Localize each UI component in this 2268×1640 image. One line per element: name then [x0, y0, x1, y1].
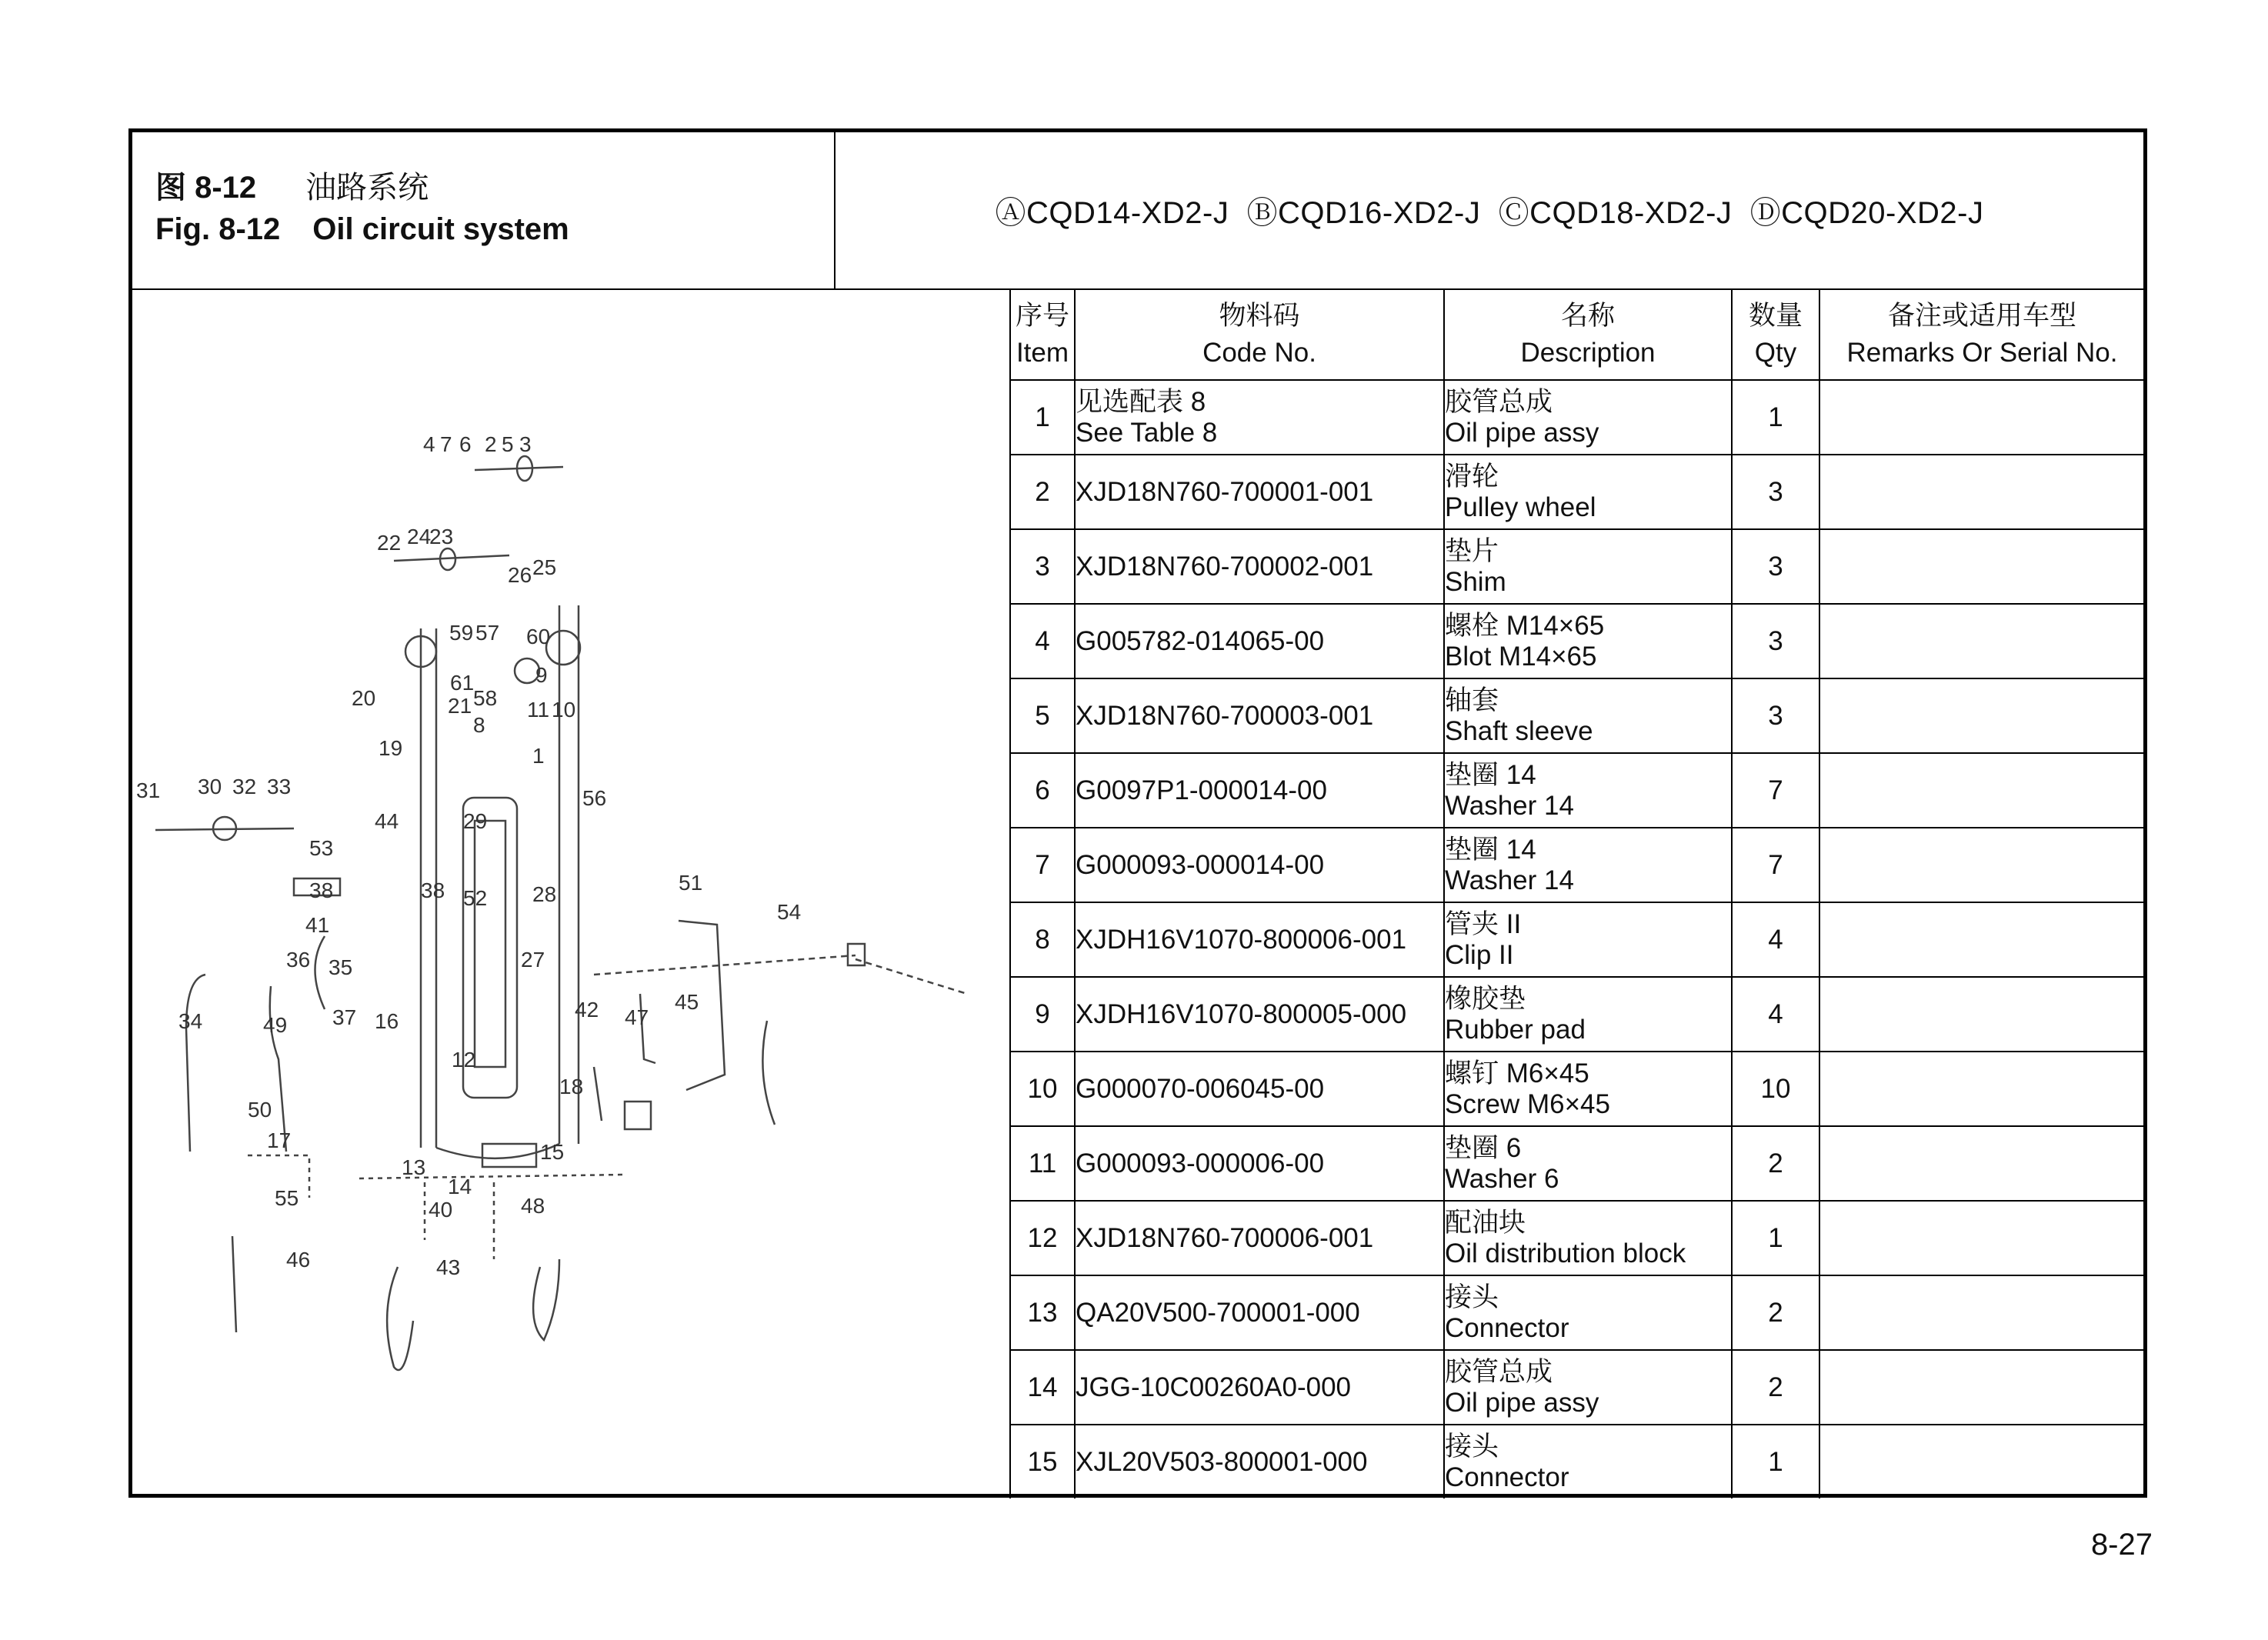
code-cell	[1075, 1126, 1444, 1201]
remarks-cell	[1819, 529, 2144, 604]
name-cn: 螺钉 M6×45	[1445, 1058, 1589, 1088]
qty-cell: 3	[1732, 604, 1819, 678]
qty-cell: 4	[1732, 902, 1819, 977]
name-cn: 接头	[1445, 1282, 1499, 1312]
en-title-line	[155, 212, 569, 247]
svg-text:11: 11	[527, 698, 550, 722]
name-cn: 垫圈 14	[1445, 834, 1536, 865]
svg-text:16: 16	[375, 1009, 399, 1033]
qty-cell: 1	[1732, 1201, 1819, 1275]
item-cell: 8	[1010, 902, 1075, 977]
code-cell	[1075, 1350, 1444, 1425]
item-cell: 2	[1010, 455, 1075, 529]
remarks-cell	[1819, 604, 2144, 678]
svg-text:6: 6	[459, 432, 472, 456]
name-en: Washer 14	[1445, 865, 1574, 895]
code: XJD18N760-700003-001	[1076, 700, 1374, 731]
svg-text:45: 45	[675, 990, 699, 1014]
code-cell	[1075, 753, 1444, 828]
svg-text:56: 56	[582, 786, 607, 810]
item-cell: 3	[1010, 529, 1075, 604]
col-item-header: 序号 Item	[1010, 290, 1075, 380]
svg-text:53: 53	[309, 836, 334, 860]
name-cn: 配油块	[1445, 1207, 1526, 1238]
remarks-cell	[1819, 678, 2144, 753]
table-row	[1010, 1201, 2144, 1275]
code-cell	[1075, 1275, 1444, 1350]
name-cn: 垫片	[1445, 535, 1499, 566]
table-body	[1010, 380, 2144, 1498]
item-cell: 1	[1010, 380, 1075, 455]
cn-title: 油路系统	[305, 171, 429, 205]
desc-cell	[1444, 380, 1732, 455]
name-cn: 垫圈 6	[1445, 1132, 1522, 1163]
table-row	[1010, 1275, 2144, 1350]
svg-text:3: 3	[519, 432, 532, 456]
col-code-header: 物料码 Code No.	[1075, 290, 1444, 380]
qty-cell: 4	[1732, 977, 1819, 1052]
qty-cell: 7	[1732, 828, 1819, 902]
code: G000070-006045-00	[1076, 1073, 1325, 1104]
name-cn: 轴套	[1445, 685, 1499, 715]
svg-text:55: 55	[275, 1186, 299, 1210]
name-en: Rubber pad	[1445, 1014, 1586, 1045]
item-cell: 14	[1010, 1350, 1075, 1425]
code: XJDH16V1070-800005-000	[1076, 998, 1407, 1029]
item-cell: 6	[1010, 753, 1075, 828]
name-cn: 胶管总成	[1445, 1356, 1553, 1387]
desc-cell	[1444, 529, 1732, 604]
col-qty-header: 数量 Qty	[1732, 290, 1819, 380]
figure-frame	[128, 128, 2147, 1498]
qty-cell: 7	[1732, 753, 1819, 828]
qty-cell: 3	[1732, 455, 1819, 529]
name-en: Shim	[1445, 566, 1506, 597]
remarks-cell	[1819, 1201, 2144, 1275]
svg-text:57: 57	[475, 621, 500, 645]
desc-cell	[1444, 1425, 1732, 1498]
qty-cell: 2	[1732, 1350, 1819, 1425]
svg-text:20: 20	[352, 686, 376, 710]
name-en: Oil pipe assy	[1445, 1387, 1599, 1418]
code-cell	[1075, 977, 1444, 1052]
col-remarks-header: 备注或适用车型 Remarks Or Serial No.	[1819, 290, 2144, 380]
svg-text:26: 26	[508, 563, 532, 587]
svg-text:54: 54	[777, 900, 802, 924]
svg-text:58: 58	[473, 686, 498, 710]
desc-cell	[1444, 604, 1732, 678]
svg-text:5: 5	[502, 432, 514, 456]
table-row	[1010, 1126, 2144, 1201]
table-row	[1010, 529, 2144, 604]
desc-cell	[1444, 902, 1732, 977]
svg-text:40: 40	[429, 1198, 453, 1222]
svg-text:38: 38	[309, 878, 334, 902]
remarks-cell	[1819, 380, 2144, 455]
code-cell	[1075, 678, 1444, 753]
name-cn: 螺栓 M14×65	[1445, 610, 1605, 641]
remarks-cell	[1819, 902, 2144, 977]
table-row	[1010, 1350, 2144, 1425]
code: XJD18N760-700002-001	[1076, 551, 1374, 582]
svg-text:21: 21	[448, 694, 472, 718]
code: G005782-014065-00	[1076, 625, 1325, 656]
item-cell: 9	[1010, 977, 1075, 1052]
svg-text:10: 10	[552, 698, 576, 722]
name-cn: 橡胶垫	[1445, 983, 1526, 1014]
model-list: ⒶCQD14-XD2-J ⒷCQD16-XD2-J ⒸCQD18-XD2-J ⒹCQD20-XD2-J	[995, 196, 1984, 230]
svg-text:22: 22	[377, 531, 402, 555]
svg-text:43: 43	[436, 1255, 461, 1279]
svg-text:41: 41	[305, 913, 330, 937]
remarks-cell	[1819, 1275, 2144, 1350]
svg-text:52: 52	[463, 886, 488, 910]
svg-text:1: 1	[532, 744, 545, 768]
svg-text:59: 59	[449, 621, 474, 645]
code: See Table 8	[1076, 417, 1218, 448]
code: XJD18N760-700001-001	[1076, 476, 1374, 507]
svg-text:31: 31	[136, 778, 161, 802]
qty-cell: 10	[1732, 1052, 1819, 1126]
qty-cell: 2	[1732, 1275, 1819, 1350]
svg-text:49: 49	[263, 1013, 288, 1037]
remarks-cell	[1819, 1425, 2144, 1498]
qty-cell: 2	[1732, 1126, 1819, 1201]
svg-text:9: 9	[535, 663, 548, 687]
remarks-cell	[1819, 1052, 2144, 1126]
table-header-row	[1010, 290, 2144, 380]
svg-text:38: 38	[421, 878, 445, 902]
svg-text:37: 37	[332, 1005, 357, 1029]
table-row	[1010, 753, 2144, 828]
svg-text:18: 18	[559, 1075, 584, 1098]
name-en: Oil distribution block	[1445, 1238, 1686, 1268]
svg-text:34: 34	[178, 1009, 203, 1033]
svg-text:8: 8	[473, 713, 485, 737]
name-cn: 垫圈 14	[1445, 759, 1536, 790]
svg-text:4: 4	[423, 432, 435, 456]
code: G000093-000014-00	[1076, 849, 1325, 880]
svg-text:36: 36	[286, 948, 311, 972]
svg-text:25: 25	[532, 555, 557, 579]
page-number: 8-27	[2090, 1528, 2153, 1562]
svg-text:35: 35	[329, 955, 353, 979]
code: QA20V500-700001-000	[1076, 1297, 1360, 1328]
item-cell: 15	[1010, 1425, 1075, 1498]
code-cell	[1075, 1201, 1444, 1275]
item-cell: 13	[1010, 1275, 1075, 1350]
title-block	[132, 132, 835, 288]
name-cn: 管夹 II	[1445, 908, 1522, 939]
remarks-cell	[1819, 1350, 2144, 1425]
svg-text:29: 29	[463, 809, 488, 833]
item-cell: 11	[1010, 1126, 1075, 1201]
desc-cell	[1444, 1350, 1732, 1425]
name-en: Oil pipe assy	[1445, 417, 1599, 448]
desc-cell	[1444, 1052, 1732, 1126]
svg-text:2: 2	[485, 432, 497, 456]
svg-text:60: 60	[526, 625, 551, 648]
svg-text:33: 33	[267, 775, 292, 798]
svg-text:24: 24	[407, 525, 432, 548]
table-row	[1010, 1425, 2144, 1498]
qty-cell: 3	[1732, 678, 1819, 753]
desc-cell	[1444, 455, 1732, 529]
svg-text:19: 19	[379, 736, 403, 760]
svg-text:7: 7	[440, 432, 452, 456]
col-desc-header: 名称 Description	[1444, 290, 1732, 380]
svg-text:47: 47	[625, 1005, 649, 1029]
diagram-callouts	[136, 432, 801, 1279]
desc-cell	[1444, 753, 1732, 828]
item-cell: 7	[1010, 828, 1075, 902]
code-cell	[1075, 828, 1444, 902]
remarks-cell	[1819, 828, 2144, 902]
code-cell	[1075, 1425, 1444, 1498]
en-fig-number: Fig. 8-12	[155, 212, 281, 246]
cn-fig-number: 图 8-12	[155, 171, 257, 205]
table-row	[1010, 380, 2144, 455]
qty-cell: 1	[1732, 380, 1819, 455]
svg-text:30: 30	[198, 775, 222, 798]
parts-table	[1009, 290, 2144, 1498]
name-en: Pulley wheel	[1445, 492, 1596, 522]
qty-cell: 3	[1732, 529, 1819, 604]
name-en: Washer 6	[1445, 1163, 1559, 1194]
svg-text:46: 46	[286, 1248, 311, 1272]
item-cell: 12	[1010, 1201, 1075, 1275]
code-cell	[1075, 1052, 1444, 1126]
item-cell: 10	[1010, 1052, 1075, 1126]
svg-text:42: 42	[575, 998, 599, 1022]
remarks-cell	[1819, 977, 2144, 1052]
svg-text:23: 23	[429, 525, 454, 548]
table-row	[1010, 828, 2144, 902]
table-row	[1010, 455, 2144, 529]
svg-text:14: 14	[448, 1175, 472, 1198]
svg-text:27: 27	[521, 948, 545, 972]
svg-text:15: 15	[540, 1140, 565, 1164]
code-cell	[1075, 902, 1444, 977]
table-row	[1010, 977, 2144, 1052]
svg-text:51: 51	[679, 871, 703, 895]
name-cn: 胶管总成	[1445, 386, 1553, 417]
svg-text:48: 48	[521, 1194, 545, 1218]
name-en: Blot M14×65	[1445, 641, 1597, 672]
cn-title-line	[155, 163, 429, 207]
desc-cell	[1444, 977, 1732, 1052]
name-cn: 滑轮	[1445, 461, 1499, 492]
table-row	[1010, 1052, 2144, 1126]
name-cn: 接头	[1445, 1431, 1499, 1462]
name-en: Screw M6×45	[1445, 1088, 1610, 1119]
code: XJL20V503-800001-000	[1076, 1446, 1368, 1477]
name-en: Washer 14	[1445, 790, 1574, 821]
svg-text:28: 28	[532, 882, 557, 906]
table-row	[1010, 604, 2144, 678]
item-cell: 5	[1010, 678, 1075, 753]
desc-cell	[1444, 1201, 1732, 1275]
code-cell	[1075, 529, 1444, 604]
en-title: Oil circuit system	[312, 212, 569, 246]
code: XJDH16V1070-800006-001	[1076, 924, 1407, 955]
svg-text:50: 50	[248, 1098, 272, 1122]
qty-cell: 1	[1732, 1425, 1819, 1498]
name-en: Connector	[1445, 1312, 1569, 1343]
code-cell	[1075, 604, 1444, 678]
code: JGG-10C00260A0-000	[1076, 1372, 1351, 1402]
name-en: Connector	[1445, 1462, 1569, 1492]
desc-cell	[1444, 828, 1732, 902]
desc-cell	[1444, 678, 1732, 753]
svg-text:32: 32	[232, 775, 257, 798]
remarks-cell	[1819, 1126, 2144, 1201]
code: G0097P1-000014-00	[1076, 775, 1327, 805]
code: G000093-000006-00	[1076, 1148, 1325, 1178]
code-cell	[1075, 380, 1444, 455]
svg-text:17: 17	[267, 1128, 292, 1152]
table-row	[1010, 902, 2144, 977]
code: XJD18N760-700006-001	[1076, 1222, 1374, 1253]
code-cn: 见选配表 8	[1076, 386, 1206, 417]
svg-text:44: 44	[375, 809, 399, 833]
remarks-cell	[1819, 455, 2144, 529]
table-row	[1010, 678, 2144, 753]
name-en: Shaft sleeve	[1445, 715, 1593, 746]
item-cell: 4	[1010, 604, 1075, 678]
svg-text:13: 13	[402, 1155, 426, 1179]
desc-cell	[1444, 1126, 1732, 1201]
name-en: Clip II	[1445, 939, 1514, 970]
remarks-cell	[1819, 753, 2144, 828]
desc-cell	[1444, 1275, 1732, 1350]
exploded-diagram	[132, 290, 1009, 1498]
svg-text:12: 12	[452, 1048, 476, 1072]
code-cell	[1075, 455, 1444, 529]
svg-text:61: 61	[450, 671, 475, 695]
